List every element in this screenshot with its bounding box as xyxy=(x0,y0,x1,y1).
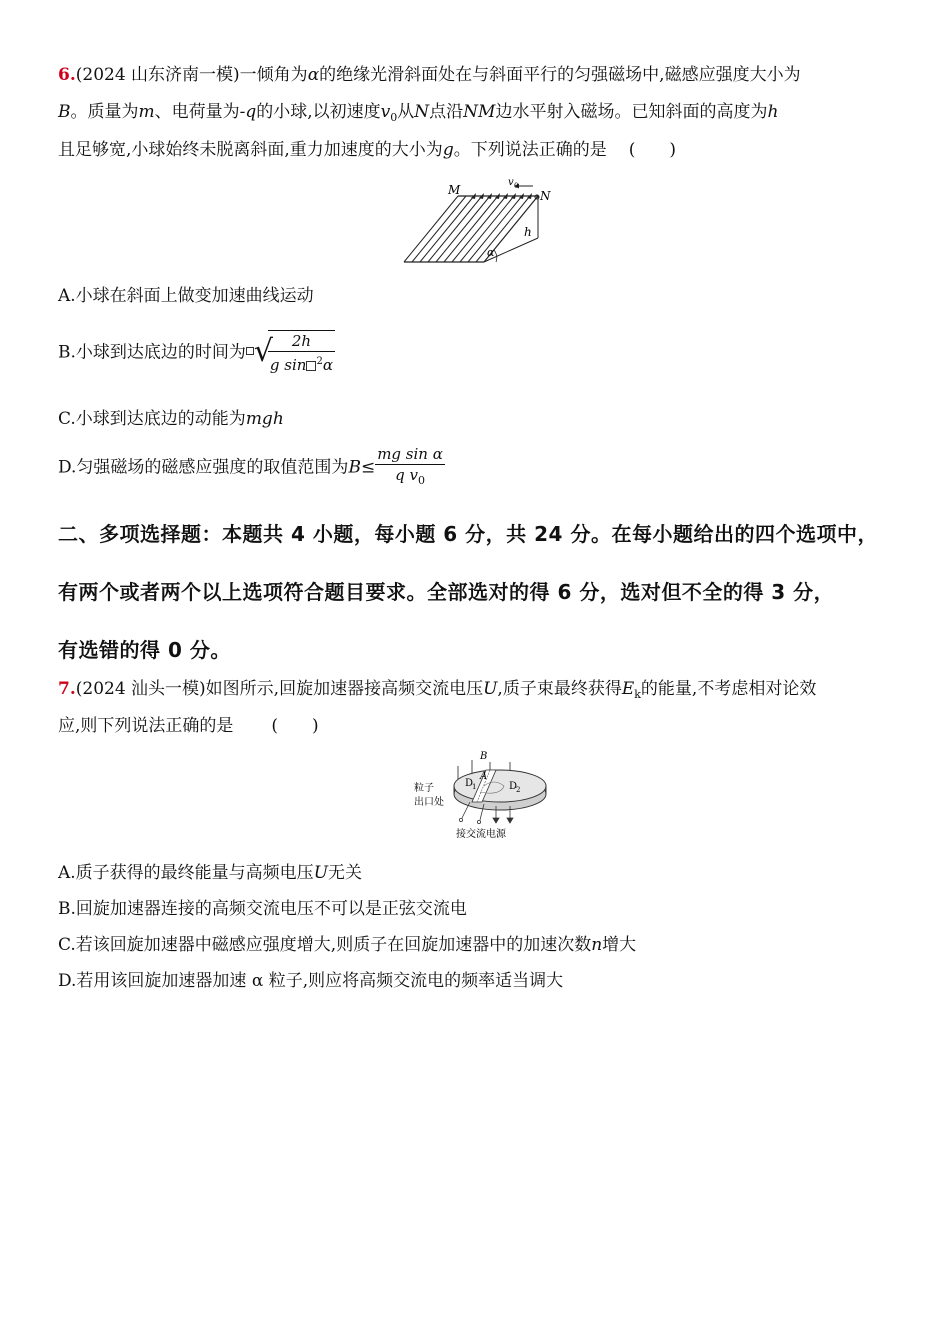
option-text: B.小球到达底边的时间为 xyxy=(58,342,246,363)
var-NM: NM xyxy=(463,102,496,122)
label-power: 接交流电源 xyxy=(456,829,506,840)
var-g: g xyxy=(442,140,454,160)
label-v0-sub: 0 xyxy=(514,182,519,190)
fraction-numerator: mg sin α xyxy=(377,445,443,463)
var-v-sub: 0 xyxy=(390,111,398,124)
label-M: M xyxy=(448,183,461,197)
answer-paren: ( ) xyxy=(271,716,319,736)
var-n: n xyxy=(591,935,603,955)
label-alpha: α xyxy=(487,246,495,259)
q7-text: 应,则下列说法正确的是 xyxy=(58,716,234,736)
label-D2-sub: 2 xyxy=(516,786,521,794)
q7-line-1 xyxy=(58,678,816,706)
q6-text: 且足够宽,小球始终未脱离斜面,重力加速度的大小为 xyxy=(58,140,443,160)
q6-text: 的绝缘光滑斜面处在与斜面平行的匀强磁场中,磁感应强度大小为 xyxy=(319,65,801,85)
q7-option-a xyxy=(58,862,362,884)
q6-number: 6. xyxy=(58,65,76,85)
q6-text: 点沿 xyxy=(429,102,464,122)
label-D2: D xyxy=(509,781,518,792)
q6-text: 。质量为 xyxy=(70,102,139,122)
q6-line-2 xyxy=(58,101,778,129)
q7-text: ,质子束最终获得 xyxy=(497,679,622,699)
var-v: v xyxy=(380,102,391,122)
var-U: U xyxy=(313,863,329,883)
q7-text: (2024 汕头一模)如图所示,回旋加速器接高频交流电压 xyxy=(75,679,484,699)
placeholder-box-icon xyxy=(306,361,316,371)
radical-icon: √ xyxy=(253,334,274,369)
label-v0: v xyxy=(508,177,514,188)
q6-text: 从 xyxy=(397,102,415,122)
var-h: h xyxy=(767,102,779,122)
q6-option-c xyxy=(58,408,284,430)
alpha: α xyxy=(322,356,333,374)
option-text: A.质子获得的最终能量与高频电压 xyxy=(58,863,314,883)
q6-line-3 xyxy=(58,139,676,161)
label-D1-sub: 1 xyxy=(472,783,477,791)
q6-text: 。下列说法正确的是 xyxy=(453,140,607,160)
q7-option-c xyxy=(58,934,636,956)
q6-text: (2024 山东济南一模)一倾角为 xyxy=(75,65,308,85)
label-A: A xyxy=(480,771,488,782)
label-h: h xyxy=(524,225,532,239)
var-B: B xyxy=(58,102,71,122)
q6-text: 的小球,以初速度 xyxy=(256,102,381,122)
q6-alpha: α xyxy=(307,65,320,85)
var-N: N xyxy=(414,102,430,122)
fraction-denominator: g sin xyxy=(269,356,307,374)
var-E: E xyxy=(621,679,635,699)
placeholder-box-icon xyxy=(246,347,254,355)
option-text: D.匀强磁场的磁感应强度的取值范围为 xyxy=(58,457,349,478)
option-value: mgh xyxy=(245,409,284,429)
section-heading-line-2: 有两个或者两个以上选项符合题目要求。全部选对的得 6 分，选对但不全的得 3 分， xyxy=(58,580,835,604)
fraction-denominator: q v xyxy=(395,466,418,484)
label-B: B xyxy=(480,751,488,762)
q6-text: 、电荷量为 xyxy=(154,102,240,122)
q6-line-1 xyxy=(58,64,801,86)
superscript: 2 xyxy=(316,356,323,367)
q6-option-b xyxy=(58,330,335,382)
subscript: 0 xyxy=(417,474,425,487)
option-text: C.小球到达底边的动能为 xyxy=(58,409,246,429)
label-exit-1: 粒子 xyxy=(414,783,434,794)
q6-option-a: A.小球在斜面上做变加速曲线运动 xyxy=(58,286,314,306)
label-N: N xyxy=(540,189,551,203)
q7-number: 7. xyxy=(58,679,76,699)
label-exit-2: 出口处 xyxy=(414,797,444,808)
var-m: m xyxy=(138,102,155,122)
le-sign: ≤ xyxy=(360,457,376,478)
q7-option-d: D.若用该回旋加速器加速 α 粒子,则应将高频交流电的频率适当调大 xyxy=(58,971,564,991)
sqrt-expression xyxy=(254,330,335,375)
cyclotron-diagram xyxy=(410,748,560,843)
var-B: B xyxy=(348,457,361,478)
fraction-numerator: 2h xyxy=(268,331,335,352)
option-text: C.若该回旋加速器中磁感应强度增大,则质子在回旋加速器中的加速次数 xyxy=(58,935,592,955)
var-q: -q xyxy=(239,102,257,122)
section-heading-line-1: 二、多项选择题：本题共 4 小题，每小题 6 分，共 24 分。在每小题给出的四个选项中， xyxy=(58,522,878,546)
var-U: U xyxy=(483,679,498,699)
q6-text: 边水平射入磁场。已知斜面的高度为 xyxy=(495,102,768,122)
option-text: 无关 xyxy=(328,863,363,883)
option-text: 增大 xyxy=(602,935,637,955)
answer-paren: ( ) xyxy=(628,140,676,160)
label-D1: D xyxy=(465,778,474,789)
q7-option-b: B.回旋加速器连接的高频交流电压不可以是正弦交流电 xyxy=(58,899,467,919)
q6-option-d xyxy=(58,444,445,490)
incline-diagram xyxy=(398,174,551,272)
q7-line-2 xyxy=(58,715,319,737)
section-heading-line-3: 有选错的得 0 分。 xyxy=(58,638,231,662)
q7-text: 的能量,不考虑相对论效 xyxy=(640,679,817,699)
var-E-sub: k xyxy=(634,688,641,701)
